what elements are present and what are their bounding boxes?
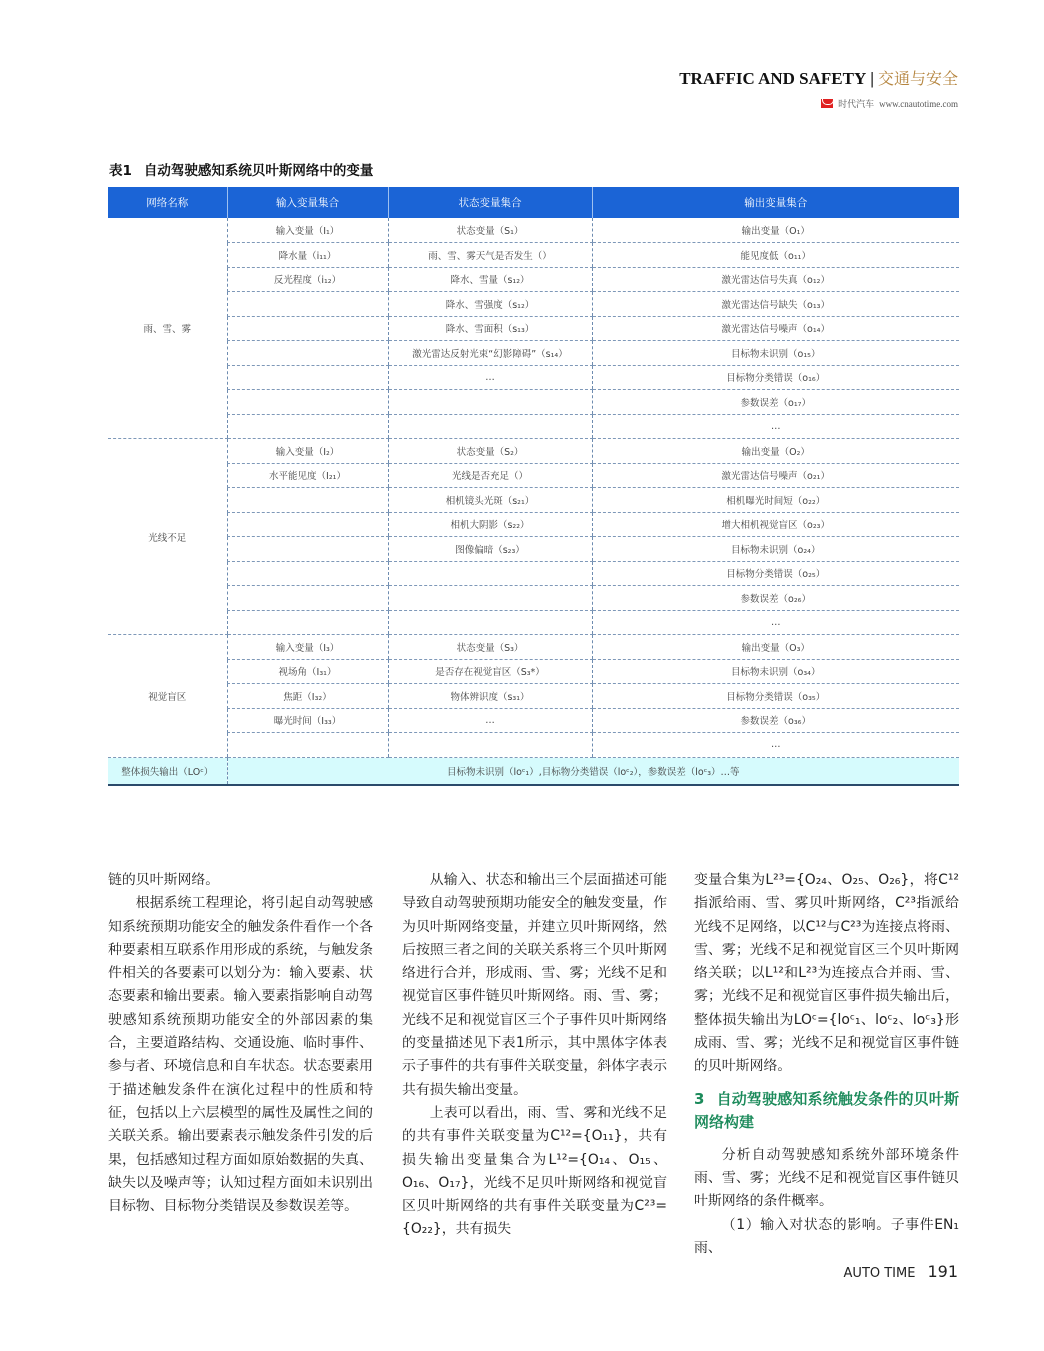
state-variable-cell: 物体辨识度（s₃₁）	[388, 684, 592, 709]
state-variable-cell: 雨、雪、雾天气是否发生（）	[388, 243, 592, 268]
table-row	[108, 684, 959, 709]
magazine-name: AUTO TIME	[843, 1266, 916, 1281]
column-header: 输出变量集合	[592, 187, 959, 218]
input-variable-cell	[227, 341, 388, 366]
column-header: 输入变量集合	[227, 187, 388, 218]
input-variable-cell	[227, 610, 388, 635]
table-row	[108, 243, 959, 268]
paragraph: 链的贝叶斯网络。	[108, 872, 220, 888]
state-variable-cell: 激光雷达反射光束“幻影障碍”（s₁₄）	[388, 341, 592, 366]
variables-table	[108, 187, 959, 786]
paragraph: 从输入、状态和输出三个层面描述可能导致自动驾驶预期功能安全的触发变量，作为贝叶斯网络变量，并建立贝叶斯网络，然后按照三者之间的关联关系将三个贝叶斯网络进行合并，形成雨、雪、雾；光线不足和视觉盲区事件链贝叶斯网络。雨、雪、雾；光线不足和视觉盲区三个子事件贝叶斯网络的变量描述见下表1所示，其中黑体字体表示子事件的共有事件关联变量，斜体字表示共有损失输出变量。	[402, 872, 667, 1098]
output-variable-cell: 目标物分类错误（o₂₅）	[592, 561, 959, 586]
state-variable-cell: 相机大阴影（s₂₂）	[388, 512, 592, 537]
input-variable-cell: 降水量（i₁₁）	[227, 243, 388, 268]
state-variable-cell	[388, 586, 592, 611]
state-variable-cell: 降水、雪量（s₁₂）	[388, 267, 592, 292]
page-number: 191	[927, 1262, 958, 1281]
output-variable-cell: …	[592, 610, 959, 635]
table-row	[108, 659, 959, 684]
table-row	[108, 292, 959, 317]
table-row	[108, 586, 959, 611]
paragraph: （1）输入对状态的影响。子事件EN₁雨、	[694, 1216, 959, 1256]
input-variable-cell: 输入变量（I₃）	[227, 635, 388, 660]
state-variable-cell: 图像偏暗（s₂₃）	[388, 537, 592, 562]
output-variable-cell: 输出变量（O₂）	[592, 439, 959, 464]
state-variable-cell: 状态变量（S₂）	[388, 439, 592, 464]
table-row	[108, 267, 959, 292]
output-variable-cell: 目标物分类错误（o₁₆）	[592, 365, 959, 390]
state-variable-cell: 光线是否充足（）	[388, 463, 592, 488]
output-variable-cell: 目标物未识别（o₁₅）	[592, 341, 959, 366]
state-variable-cell: 是否存在视觉盲区（S₃*）	[388, 659, 592, 684]
section-title	[679, 66, 958, 89]
table-row	[108, 365, 959, 390]
table-row	[108, 537, 959, 562]
page-header	[679, 66, 958, 110]
output-variable-cell: 激光雷达信号失真（o₁₂）	[592, 267, 959, 292]
section-heading	[694, 1088, 959, 1134]
output-variable-cell: 参数误差（o₂₆）	[592, 586, 959, 611]
text-column-1	[108, 869, 373, 1218]
input-variable-cell	[227, 561, 388, 586]
table-row	[108, 316, 959, 341]
input-variable-cell	[227, 365, 388, 390]
output-variable-cell: 输出变量（O₁）	[592, 218, 959, 243]
site-url: www.cnautotime.com	[879, 98, 958, 109]
output-variable-cell: 目标物分类错误（o₃₅）	[592, 684, 959, 709]
input-variable-cell	[227, 316, 388, 341]
state-variable-cell: 降水、雪面积（s₁₃）	[388, 316, 592, 341]
output-variable-cell: 输出变量（O₃）	[592, 635, 959, 660]
table-row	[108, 610, 959, 635]
section-heading-text: 自动驾驶感知系统触发条件的贝叶斯网络构建	[694, 1089, 959, 1131]
network-name-cell: 光线不足	[108, 439, 227, 635]
paragraph: 分析自动驾驶感知系统外部环境条件雨、雪、雾；光线不足和视觉盲区事件链贝叶斯网络的条件概率。	[694, 1146, 959, 1210]
output-variable-cell: …	[592, 733, 959, 758]
table-row	[108, 488, 959, 513]
state-variable-cell	[388, 414, 592, 439]
input-variable-cell: 输入变量（I₁）	[227, 218, 388, 243]
output-variable-cell: 目标物未识别（o₂₄）	[592, 537, 959, 562]
output-variable-cell: 激光雷达信号噪声（o₁₄）	[592, 316, 959, 341]
state-variable-cell: 相机镜头光斑（s₂₁）	[388, 488, 592, 513]
mail-icon	[821, 99, 833, 108]
table-row	[108, 733, 959, 758]
state-variable-cell	[388, 610, 592, 635]
title-cn: 交通与安全	[877, 69, 958, 88]
table-title: 自动驾驶感知系统贝叶斯网络中的变量	[143, 163, 374, 179]
output-variable-cell: 目标物未识别（o₃₄）	[592, 659, 959, 684]
summary-label: 整体损失输出（LOᶜ）	[108, 757, 227, 785]
input-variable-cell: 视场角（I₃₁）	[227, 659, 388, 684]
section-number: 3	[694, 1089, 705, 1108]
separator: |	[870, 69, 874, 88]
text-column-3	[694, 869, 959, 1260]
input-variable-cell	[227, 512, 388, 537]
text-column-2	[402, 869, 667, 1242]
table-row	[108, 708, 959, 733]
state-variable-cell: 降水、雪强度（s₁₂）	[388, 292, 592, 317]
output-variable-cell: 参数误差（o₁₇）	[592, 390, 959, 415]
output-variable-cell: 能见度低（o₁₁）	[592, 243, 959, 268]
state-variable-cell: …	[388, 708, 592, 733]
paragraph: 根据系统工程理论，将引起自动驾驶感知系统预期功能安全的触发条件看作一个各种要素相互联系作用形成的系统，与触发条件相关的各要素可以划分为：输入要素、状态要素和输出要素。输入要素指影响自动驾驶感知系统预期功能安全的外部因素的集合，主要道路结构、交通设施、临时事件、参与者、环境信息和自车状态。状态要素用于描述触发条件在演化过程中的性质和特征，包括以上六层模型的属性及属性之间的关联关系。输出要素表示触发条件引发的后果，包括感知过程方面如原始数据的失真、缺失以及噪声等；认知过程方面如未识别出目标物、目标物分类错误及参数误差等。	[108, 895, 373, 1215]
input-variable-cell: 曝光时间（I₃₃）	[227, 708, 388, 733]
table-row	[108, 463, 959, 488]
network-name-cell: 视觉盲区	[108, 635, 227, 758]
output-variable-cell: 激光雷达信号噪声（o₂₁）	[592, 463, 959, 488]
table-label: 表1	[109, 163, 132, 179]
input-variable-cell: 焦距（I₃₂）	[227, 684, 388, 709]
state-variable-cell: 状态变量（S₃）	[388, 635, 592, 660]
input-variable-cell: 反光程度（i₁₂）	[227, 267, 388, 292]
output-variable-cell: …	[592, 414, 959, 439]
network-name-cell: 雨、雪、雾	[108, 218, 227, 439]
state-variable-cell	[388, 561, 592, 586]
page-footer	[844, 1262, 958, 1281]
summary-value: 目标物未识别（loᶜ₁）,目标物分类错误（loᶜ₂），参数误差（loᶜ₃）…等	[227, 757, 959, 785]
input-variable-cell	[227, 488, 388, 513]
column-header: 状态变量集合	[388, 187, 592, 218]
state-variable-cell: 状态变量（S₁）	[388, 218, 592, 243]
summary-row	[108, 757, 959, 785]
table-row	[108, 341, 959, 366]
paragraph: 变量合集为L²³={O₂₄、O₂₅、O₂₆}，将C¹²指派给雨、雪、雾贝叶斯网络，C²³指派给光线不足网络，以C¹²与C²³为连接点将雨、雪、雾；光线不足和视觉盲区三个贝叶斯网络关联；以L¹²和L²³为连接点合并雨、雪、雾；光线不足和视觉盲区事件损失输出后，整体损失输出为LOᶜ={loᶜ₁、loᶜ₂、loᶜ₃}形成雨、雪、雾；光线不足和视觉盲区事件链的贝叶斯网络。	[694, 872, 959, 1075]
title-en: TRAFFIC AND SAFETY	[679, 69, 867, 88]
output-variable-cell: 相机曝光时间短（o₂₂）	[592, 488, 959, 513]
paragraph: 上表可以看出，雨、雪、雾和光线不足的共有事件关联变量为C¹²={O₁₁}，共有损失输出变量集合为L¹²={O₁₄、O₁₅、O₁₆、O₁₇}，光线不足贝叶斯网络和视觉盲区贝叶斯网络的共有事件关联变量为C²³={O₂₂}，共有损失	[402, 1104, 667, 1238]
table-row	[108, 414, 959, 439]
input-variable-cell	[227, 733, 388, 758]
input-variable-cell	[227, 414, 388, 439]
table-row	[108, 512, 959, 537]
input-variable-cell	[227, 586, 388, 611]
output-variable-cell: 增大相机视觉盲区（o₂₃）	[592, 512, 959, 537]
brand: 时代汽车	[838, 100, 875, 110]
input-variable-cell	[227, 537, 388, 562]
input-variable-cell	[227, 292, 388, 317]
input-variable-cell: 输入变量（I₂）	[227, 439, 388, 464]
column-header: 网络名称	[108, 187, 227, 218]
table-row	[108, 218, 959, 243]
table-caption	[109, 159, 373, 179]
table-row	[108, 439, 959, 464]
table-row	[108, 561, 959, 586]
input-variable-cell	[227, 390, 388, 415]
table-row	[108, 635, 959, 660]
state-variable-cell	[388, 390, 592, 415]
output-variable-cell: 参数误差（o₃₆）	[592, 708, 959, 733]
input-variable-cell: 水平能见度（I₂₁）	[227, 463, 388, 488]
state-variable-cell	[388, 733, 592, 758]
table-row	[108, 390, 959, 415]
state-variable-cell: …	[388, 365, 592, 390]
output-variable-cell: 激光雷达信号缺失（o₁₃）	[592, 292, 959, 317]
